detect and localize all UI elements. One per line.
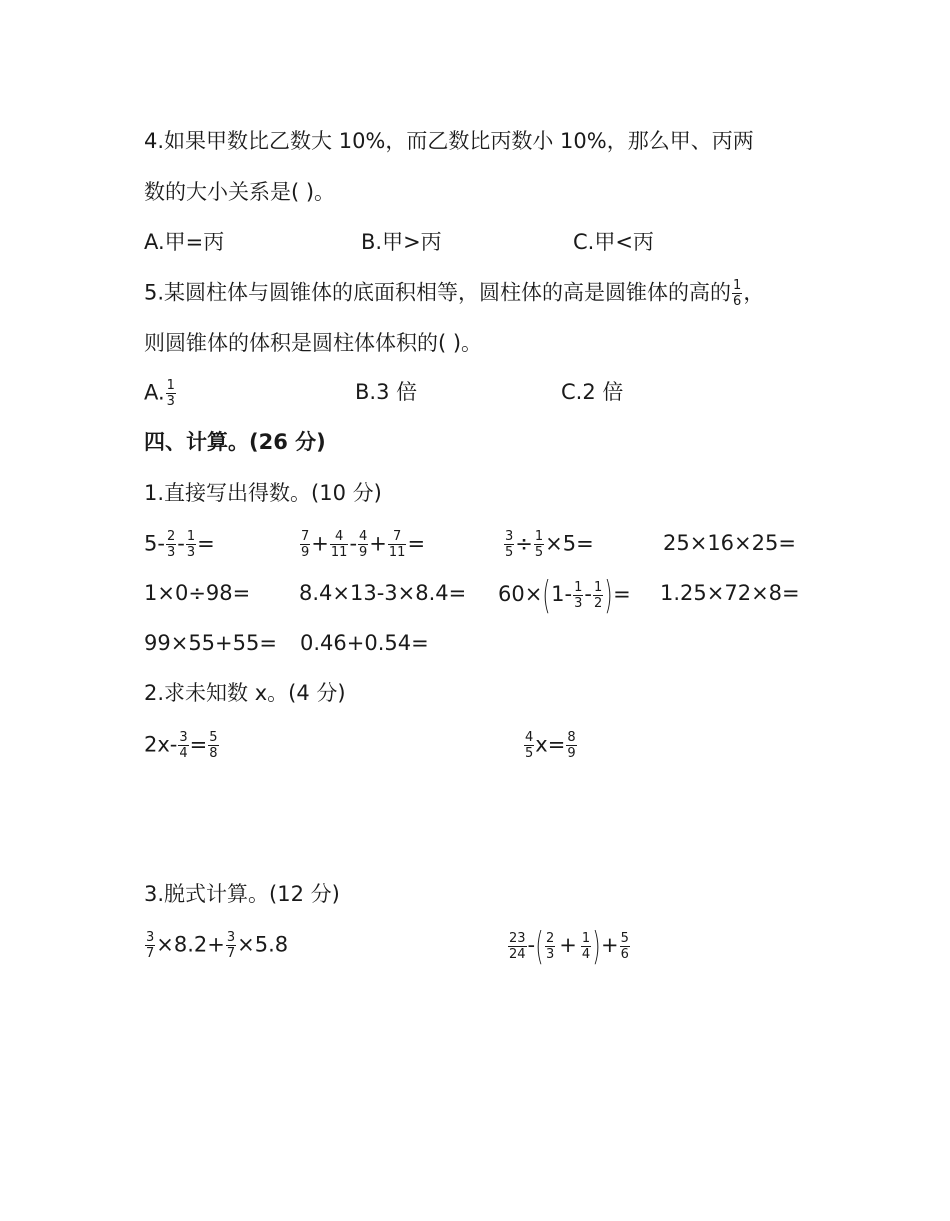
q4-option-c: C.甲<丙	[573, 230, 654, 254]
calc-expr-7: 60×(1- $\frac{1}{3}$ - $\frac{1}{2}$ )=	[498, 573, 631, 617]
q5-option-a-fraction: $\frac{1}{3}$	[166, 378, 175, 409]
q5-option-b: B.3 倍	[355, 380, 418, 404]
q5-option-c: C.2 倍	[561, 380, 624, 404]
calc-expr-1: 5- $\frac{2}{3}$ - $\frac{1}{3}$ =	[144, 529, 215, 560]
q4-line2: 数的大小关系是( )。	[144, 180, 336, 204]
calc-expr-8: 1.25×72×8=	[660, 581, 800, 605]
q5-option-a: A. $\frac{1}{3}$	[144, 378, 175, 409]
part1-title: 1.直接写出得数。(10 分)	[144, 481, 382, 505]
q5-fraction: $\frac{1}{6}$	[733, 278, 742, 309]
q4-option-a: A.甲=丙	[144, 230, 225, 254]
calc-expr-5: 1×0÷98=	[144, 581, 251, 605]
calc-expr-3: $\frac{3}{5}$ ÷ $\frac{1}{5}$ ×5=	[505, 529, 594, 560]
calc-expr-10: 0.46+0.54=	[300, 631, 429, 655]
q4-option-b: B.甲>丙	[361, 230, 442, 254]
stepwise-calc-1: $\frac{3}{7}$ ×8.2+ $\frac{3}{7}$ ×5.8	[146, 930, 289, 961]
q5-line2: 则圆锥体的体积是圆柱体体积的( )。	[144, 331, 483, 355]
stepwise-calc-2: $\frac{23}{24}$ -( $\frac{2}{3}$ + $\frac{1}{4}$ )+ $\frac{5}{6}$	[509, 924, 629, 968]
calc-expr-2: $\frac{7}{9}$ + $\frac{4}{11}$ - $\frac{4}{9}$ + $\frac{7}{11}$ =	[301, 529, 426, 560]
calc-expr-4: 25×16×25=	[663, 531, 796, 555]
calc-expr-6: 8.4×13-3×8.4=	[299, 581, 467, 605]
calc-expr-9: 99×55+55=	[144, 631, 277, 655]
q5-line1: 5.某圆柱体与圆锥体的底面积相等，圆柱体的高是圆锥体的高的 $\frac{1}{6}$ ，	[144, 278, 765, 309]
part3-title: 3.脱式计算。(12 分)	[144, 882, 340, 906]
equation-2: $\frac{4}{5}$ x= $\frac{8}{9}$	[525, 730, 576, 761]
q5-line1-text: 5.某圆柱体与圆锥体的底面积相等，圆柱体的高是圆锥体的高的	[144, 280, 732, 305]
section-title: 四、计算。(26 分)	[144, 430, 326, 454]
equation-1: 2x- $\frac{3}{4}$ = $\frac{5}{8}$	[144, 730, 218, 761]
q4-line1: 4.如果甲数比乙数大 10%，而乙数比丙数小 10%，那么甲、丙两	[144, 129, 754, 153]
part2-title: 2.求未知数 x。(4 分)	[144, 681, 346, 705]
